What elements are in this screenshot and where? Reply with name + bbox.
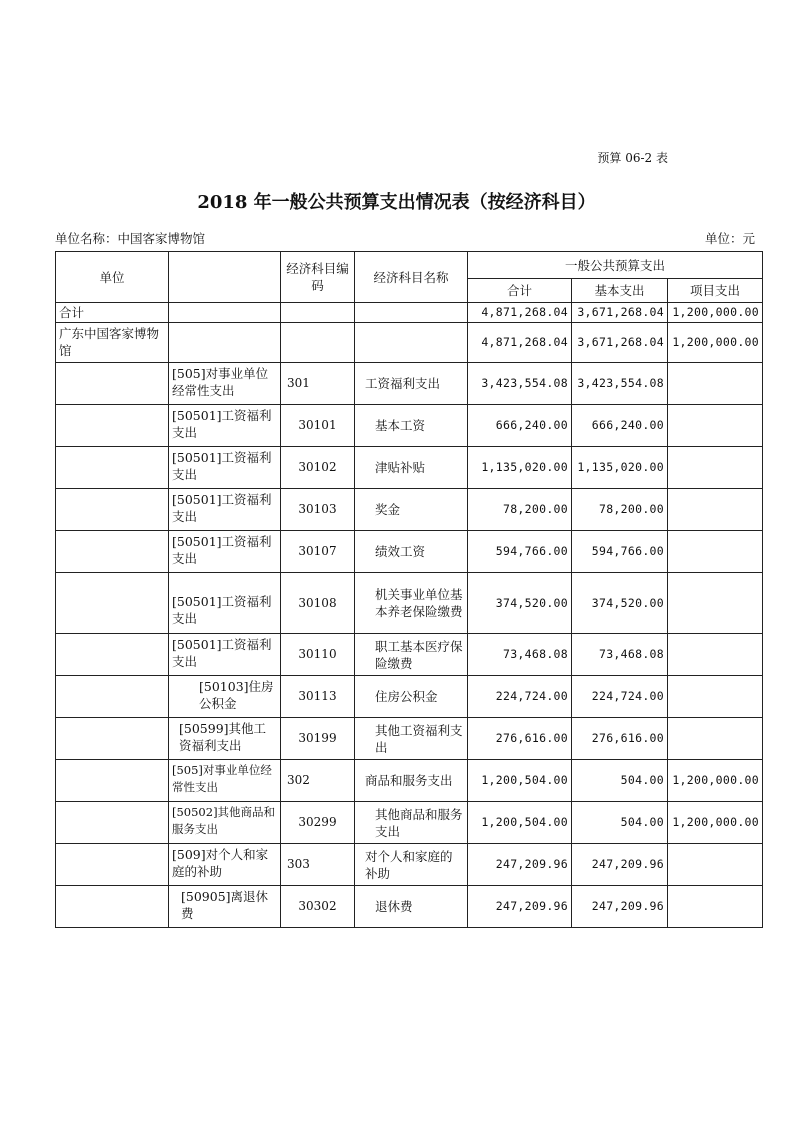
- cell-unit: [56, 886, 169, 928]
- table-row: [56, 363, 763, 405]
- cell-basic: 504.00: [572, 760, 668, 802]
- cell-total: 3,423,554.08: [468, 363, 572, 405]
- cell-name: 奖金: [355, 489, 468, 531]
- cell-basic: 504.00: [572, 802, 668, 844]
- cell-total: 73,468.08: [468, 634, 572, 676]
- cell-code: 30113: [281, 676, 355, 718]
- cell-project: [668, 676, 763, 718]
- table-row: [56, 447, 763, 489]
- cell-name: 机关事业单位基本养老保险缴费: [355, 573, 468, 634]
- cell-name: 津贴补贴: [355, 447, 468, 489]
- cell-project: 1,200,000.00: [668, 303, 763, 323]
- cell-basic: 3,423,554.08: [572, 363, 668, 405]
- document-title: 2018 年一般公共预算支出情况表（按经济科目）: [197, 192, 596, 213]
- cell-category: [50501]工资福利支出: [169, 634, 281, 676]
- cell-total: 594,766.00: [468, 531, 572, 573]
- cell-name: 工资福利支出: [355, 363, 468, 405]
- cell-code: [281, 323, 355, 363]
- cell-category: [505]对事业单位经常性支出: [169, 760, 281, 802]
- cell-category: [50501]工资福利支出: [169, 447, 281, 489]
- cell-basic: 666,240.00: [572, 405, 668, 447]
- cell-total: 247,209.96: [468, 886, 572, 928]
- cell-total: 666,240.00: [468, 405, 572, 447]
- cell-category: [505]对事业单位经常性支出: [169, 363, 281, 405]
- cell-unit: [56, 760, 169, 802]
- header-row-1: [56, 252, 763, 279]
- form-number: 预算 06-2 表: [597, 151, 668, 165]
- budget-table: [55, 251, 763, 928]
- cell-code: 30299: [281, 802, 355, 844]
- header-total: 合计: [468, 279, 572, 303]
- header-name: 经济科目名称: [355, 252, 468, 303]
- cell-project: [668, 634, 763, 676]
- cell-category: [50501]工资福利支出: [169, 489, 281, 531]
- cell-unit: [56, 718, 169, 760]
- cell-project: 1,200,000.00: [668, 323, 763, 363]
- cell-basic: 247,209.96: [572, 886, 668, 928]
- cell-project: [668, 844, 763, 886]
- unit-name-label: 单位名称：中国客家博物馆: [55, 231, 206, 246]
- table-row: [56, 802, 763, 844]
- cell-project: [668, 718, 763, 760]
- table-row: [56, 531, 763, 573]
- cell-category: [169, 323, 281, 363]
- header-code: 经济科目编码: [281, 252, 355, 303]
- cell-category: [169, 303, 281, 323]
- cell-unit: [56, 405, 169, 447]
- cell-project: [668, 363, 763, 405]
- cell-name: [355, 303, 468, 323]
- header-basic: 基本支出: [572, 279, 668, 303]
- cell-basic: 247,209.96: [572, 844, 668, 886]
- cell-basic: 224,724.00: [572, 676, 668, 718]
- header-group: 一般公共预算支出: [468, 252, 763, 279]
- cell-total: 4,871,268.04: [468, 303, 572, 323]
- cell-code: 30108: [281, 573, 355, 634]
- cell-basic: 78,200.00: [572, 489, 668, 531]
- cell-category: [50905]离退休费: [169, 886, 281, 928]
- cell-category: [50501]工资福利支出: [169, 573, 281, 634]
- header-project: 项目支出: [668, 279, 763, 303]
- cell-code: 303: [281, 844, 355, 886]
- cell-total: 224,724.00: [468, 676, 572, 718]
- cell-project: 1,200,000.00: [668, 760, 763, 802]
- cell-project: [668, 531, 763, 573]
- cell-name: 对个人和家庭的补助: [355, 844, 468, 886]
- cell-unit: 合计: [56, 303, 169, 323]
- money-unit-label: 单位：元: [704, 231, 755, 246]
- cell-project: [668, 573, 763, 634]
- cell-category: [509]对个人和家庭的补助: [169, 844, 281, 886]
- table-row: [56, 573, 763, 634]
- cell-project: [668, 447, 763, 489]
- cell-code: 30302: [281, 886, 355, 928]
- cell-total: 247,209.96: [468, 844, 572, 886]
- table-row-total: [56, 303, 763, 323]
- cell-basic: 73,468.08: [572, 634, 668, 676]
- cell-basic: 276,616.00: [572, 718, 668, 760]
- cell-total: 1,200,504.00: [468, 760, 572, 802]
- cell-unit: [56, 531, 169, 573]
- cell-project: [668, 405, 763, 447]
- header-blank: [169, 252, 281, 303]
- cell-category: [50501]工资福利支出: [169, 531, 281, 573]
- cell-name: 基本工资: [355, 405, 468, 447]
- cell-name: 职工基本医疗保险缴费: [355, 634, 468, 676]
- cell-basic: 374,520.00: [572, 573, 668, 634]
- cell-category: [50599]其他工资福利支出: [169, 718, 281, 760]
- cell-total: 276,616.00: [468, 718, 572, 760]
- cell-code: 30102: [281, 447, 355, 489]
- cell-unit: [56, 634, 169, 676]
- cell-name: 商品和服务支出: [355, 760, 468, 802]
- cell-category: [50103]住房公积金: [169, 676, 281, 718]
- cell-code: [281, 303, 355, 323]
- cell-unit: [56, 844, 169, 886]
- cell-basic: 3,671,268.04: [572, 303, 668, 323]
- cell-name: 其他工资福利支出: [355, 718, 468, 760]
- table-row: [56, 405, 763, 447]
- cell-unit: [56, 363, 169, 405]
- cell-code: 30103: [281, 489, 355, 531]
- cell-project: 1,200,000.00: [668, 802, 763, 844]
- cell-code: 30199: [281, 718, 355, 760]
- cell-code: 30107: [281, 531, 355, 573]
- table-row: [56, 634, 763, 676]
- cell-code: 30110: [281, 634, 355, 676]
- cell-project: [668, 886, 763, 928]
- cell-total: 374,520.00: [468, 573, 572, 634]
- cell-unit: [56, 447, 169, 489]
- cell-code: 301: [281, 363, 355, 405]
- cell-total: 78,200.00: [468, 489, 572, 531]
- cell-name: 退休费: [355, 886, 468, 928]
- table-row: [56, 760, 763, 802]
- header-unit: 单位: [56, 252, 169, 303]
- cell-name: 住房公积金: [355, 676, 468, 718]
- cell-unit: [56, 676, 169, 718]
- cell-code: 302: [281, 760, 355, 802]
- cell-total: 1,135,020.00: [468, 447, 572, 489]
- cell-basic: 1,135,020.00: [572, 447, 668, 489]
- table-row: [56, 886, 763, 928]
- cell-basic: 3,671,268.04: [572, 323, 668, 363]
- cell-category: [50501]工资福利支出: [169, 405, 281, 447]
- table-row: [56, 844, 763, 886]
- table-row: [56, 676, 763, 718]
- cell-unit: [56, 802, 169, 844]
- cell-unit: [56, 489, 169, 531]
- cell-category: [50502]其他商品和服务支出: [169, 802, 281, 844]
- table-row: [56, 489, 763, 531]
- cell-basic: 594,766.00: [572, 531, 668, 573]
- cell-name: 绩效工资: [355, 531, 468, 573]
- table-row-unit: [56, 323, 763, 363]
- cell-code: 30101: [281, 405, 355, 447]
- cell-project: [668, 489, 763, 531]
- cell-name: 其他商品和服务支出: [355, 802, 468, 844]
- cell-name: [355, 323, 468, 363]
- cell-total: 4,871,268.04: [468, 323, 572, 363]
- cell-unit: 广东中国客家博物馆: [56, 323, 169, 363]
- cell-total: 1,200,504.00: [468, 802, 572, 844]
- table-row: [56, 718, 763, 760]
- cell-unit: [56, 573, 169, 634]
